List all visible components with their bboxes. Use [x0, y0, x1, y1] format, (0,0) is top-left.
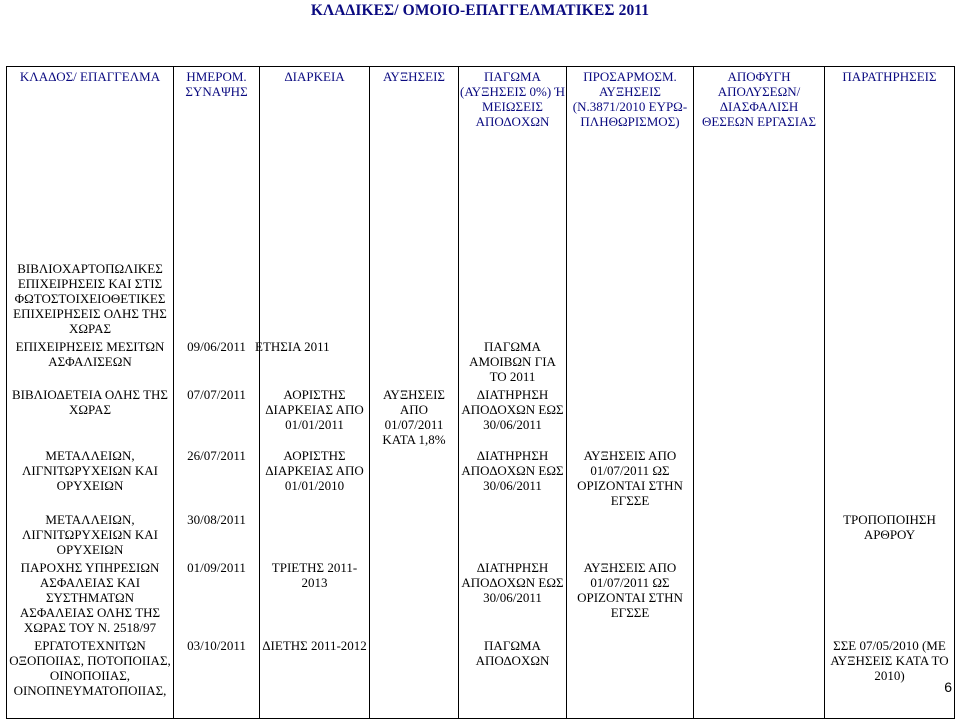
date-entry: 30/08/2011 [187, 512, 246, 527]
increases-column [370, 163, 459, 719]
duration-entry: ΕΤΗΣΙΑ 2011 [255, 339, 330, 354]
page-title: ΚΛΑΔΙΚΕΣ/ ΟΜΟΙΟ-ΕΠΑΓΓΕΛΜΑΤΙΚΕΣ 2011 [310, 2, 650, 19]
page-number: 6 [944, 679, 952, 695]
increase-entry: ΑΥΞΗΣΕΙΣ ΑΠΟ 01/07/2011 ΚΑΤΑ 1,8% [382, 387, 446, 447]
sector-entry: ΒΙΒΛΙΟΧΑΡΤΟΠΩΛΙΚΕΣ ΕΠΙΧΕΙΡΗΣΕΙΣ ΚΑΙ ΣΤΙΣ ΦΩΤΟΣΤΟΙΧΕΙΟΘΕΤΙΚΕΣ ΕΠΙΧΕΙΡΗΣΕΙΣ ΟΛΗΣ ΤΗΣ ΧΩΡΑΣ [13, 261, 167, 336]
freeze-entry: ΔΙΑΤΗΡΗΣΗ ΑΠΟΔΟΧΩΝ ΕΩΣ 30/06/2011 [461, 387, 564, 432]
dismissals-column [694, 163, 825, 719]
header-date: ΗΜΕΡΟΜ. ΣΥΝΑΨΗΣ [174, 67, 260, 164]
date-entry: 09/06/2011 [187, 339, 246, 354]
header-dismissals: ΑΠΟΦΥΓΗ ΑΠΟΛΥΣΕΩΝ/ ΔΙΑΣΦΑΛΙΣΗ ΘΕΣΕΩΝ ΕΡΓΑΣΙΑΣ [694, 67, 825, 164]
adjustment-entry: ΑΥΞΗΣΕΙΣ ΑΠΟ 01/07/2011 ΩΣ ΟΡΙΖΟΝΤΑΙ ΣΤΗΝ ΕΓΣΣΕ [577, 448, 683, 508]
duration-entry: ΔΙΕΤΗΣ 2011-2012 [262, 638, 367, 653]
duration-entry: ΑΟΡΙΣΤΗΣ ΔΙΑΡΚΕΙΑΣ ΑΠΟ 01/01/2011 [265, 387, 364, 432]
header-adjustment: ΠΡΟΣΑΡΜΟΣΜ. ΑΥΞΗΣΕΙΣ (Ν.3871/2010 ΕΥΡΩ-ΠΛΗΘΩΡΙΣΜΟΣ) [567, 67, 694, 164]
date-entry: 26/07/2011 [187, 448, 246, 463]
date-entry: 01/09/2011 [187, 560, 246, 575]
sector-entry: ΜΕΤΑΛΛΕΙΩΝ, ΛΙΓΝΙΤΩΡΥΧΕΙΩΝ ΚΑΙ ΟΡΥΧΕΙΩΝ [21, 448, 159, 493]
table-body-row [7, 163, 955, 719]
freeze-column [459, 163, 567, 719]
remark-entry: ΣΣΕ 07/05/2010 (ΜΕ ΑΥΞΗΣΕΙΣ ΚΑΤΑ ΤΟ 2010) [830, 638, 949, 683]
freeze-entry: ΔΙΑΤΗΡΗΣΗ ΑΠΟΔΟΧΩΝ ΕΩΣ 30/06/2011 [461, 560, 564, 605]
freeze-entry: ΔΙΑΤΗΡΗΣΗ ΑΠΟΔΟΧΩΝ ΕΩΣ 30/06/2011 [461, 448, 564, 493]
table-header-row [7, 67, 955, 164]
sector-entry: ΜΕΤΑΛΛΕΙΩΝ, ΛΙΓΝΙΤΩΡΥΧΕΙΩΝ ΚΑΙ ΟΡΥΧΕΙΩΝ [21, 512, 159, 557]
duration-entry: ΤΡΙΕΤΗΣ 2011-2013 [271, 560, 358, 590]
header-remarks: ΠΑΡΑΤΗΡΗΣΕΙΣ [825, 67, 955, 164]
freeze-entry: ΠΑΓΩΜΑ ΑΜΟΙΒΩΝ ΓΙΑ ΤΟ 2011 [469, 339, 556, 384]
sector-entry: ΕΠΙΧΕΙΡΗΣΕΙΣ ΜΕΣΙΤΩΝ ΑΣΦΑΛΙΣΕΩΝ [15, 339, 165, 369]
remarks-column [825, 163, 955, 719]
remark-entry: ΤΡΟΠΟΠΟΙΗΣΗ ΑΡΘΡΟΥ [843, 512, 936, 542]
agreements-table [6, 66, 955, 719]
header-sector: ΚΛΑΔΟΣ/ ΕΠΑΓΓΕΛΜΑ [7, 67, 174, 164]
freeze-entry: ΠΑΓΩΜΑ ΑΠΟΔΟΧΩΝ [475, 638, 550, 668]
sector-entry: ΕΡΓΑΤΟΤΕΧΝΙΤΩΝ ΟΞΟΠΟΙΙΑΣ, ΠΟΤΟΠΟΙΙΑΣ, ΟΙΝΟΠΟΙΙΑΣ, ΟΙΝΟΠΝΕΥΜΑΤΟΠΟΙΙΑΣ, [9, 638, 171, 698]
duration-column [255, 163, 370, 719]
sector-entry: ΠΑΡΟΧΗΣ ΥΠΗΡΕΣΙΩΝ ΑΣΦΑΛΕΙΑΣ ΚΑΙ ΣΥΣΤΗΜΑΤΩΝ ΑΣΦΑΛΕΙΑΣ ΟΛΗΣ ΤΗΣ ΧΩΡΑΣ ΤΟΥ Ν. 2518/97 [19, 560, 161, 635]
date-entry: 03/10/2011 [187, 638, 246, 653]
date-column [174, 163, 260, 719]
header-increases: ΑΥΞΗΣΕΙΣ [370, 67, 459, 164]
date-entry: 07/07/2011 [187, 387, 246, 402]
duration-entry: ΑΟΡΙΣΤΗΣ ΔΙΑΡΚΕΙΑΣ ΑΠΟ 01/01/2010 [265, 448, 364, 493]
sector-entry: ΒΙΒΛΙΟΔΕΤΕΙΑ ΟΛΗΣ ΤΗΣ ΧΩΡΑΣ [12, 387, 168, 417]
sector-column [7, 163, 174, 719]
adjustment-entry: ΑΥΞΗΣΕΙΣ ΑΠΟ 01/07/2011 ΩΣ ΟΡΙΖΟΝΤΑΙ ΣΤΗΝ ΕΓΣΣΕ [577, 560, 683, 620]
header-duration: ΔΙΑΡΚΕΙΑ [260, 67, 370, 164]
header-freeze: ΠΑΓΩΜΑ (ΑΥΞΗΣΕΙΣ 0%) Ή ΜΕΙΩΣΕΙΣ ΑΠΟΔΟΧΩΝ [459, 67, 567, 164]
adjustment-column [567, 163, 694, 719]
